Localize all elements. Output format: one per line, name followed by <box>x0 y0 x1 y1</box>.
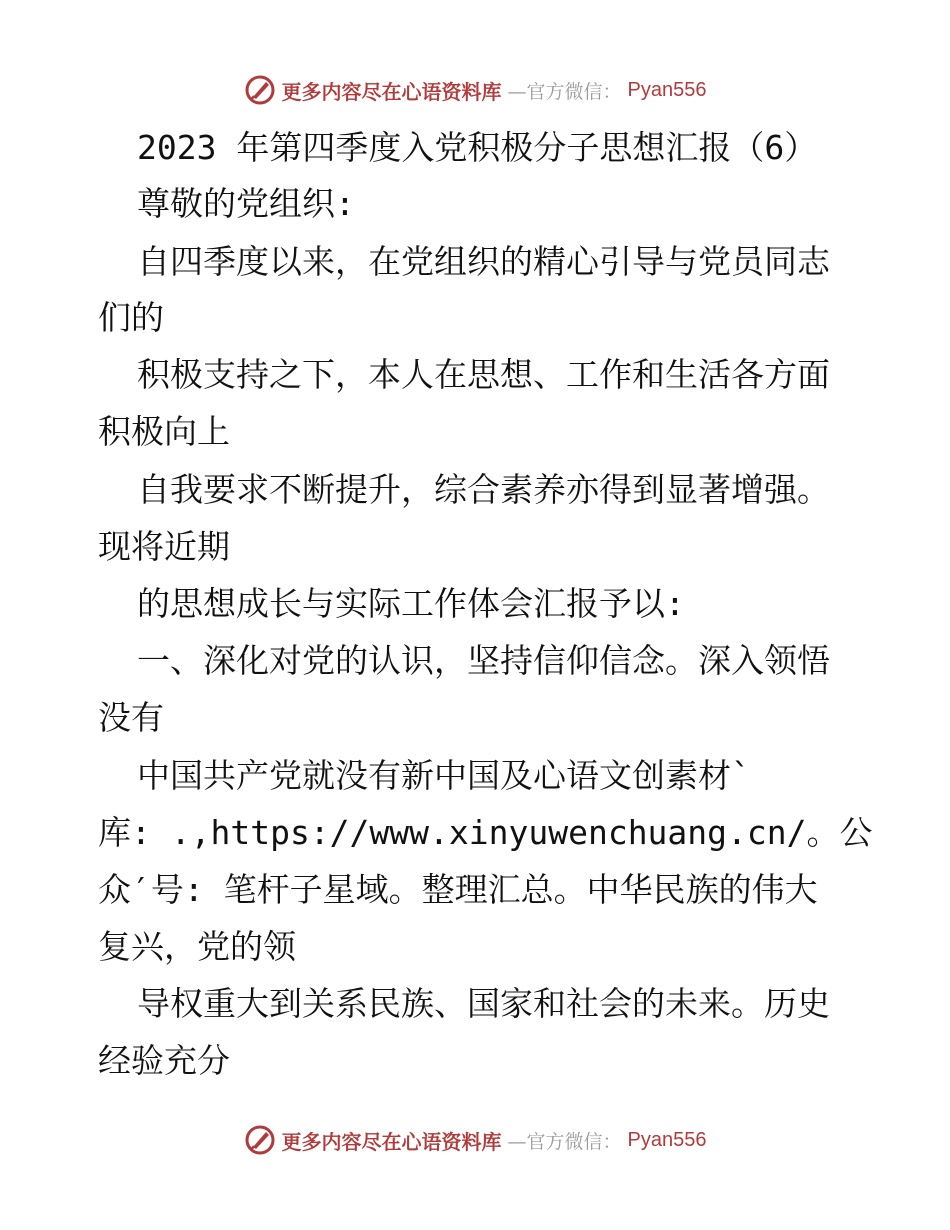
body-line: 库: .,https://www.xinyuwenchuang.cn/。公 <box>98 813 873 852</box>
footer-watermark <box>0 1120 950 1160</box>
body-line: 自四季度以来，在党组织的精心引导与党员同志 <box>137 242 830 281</box>
body-line: 中国共产党就没有新中国及心语文创素材` <box>137 756 751 795</box>
body-line: 积极向上 <box>98 412 230 451</box>
watermark-brand <box>244 74 707 106</box>
watermark-account: Pyan556 <box>627 78 707 101</box>
watermark-sub-text: —官方微信： <box>507 80 622 103</box>
watermark-brand <box>244 1124 707 1156</box>
watermark-sub-text: —官方微信： <box>507 1130 622 1153</box>
body-line: 们的 <box>98 298 164 337</box>
salutation: 尊敬的党组织: <box>137 184 355 223</box>
body-line: 积极支持之下，本人在思想、工作和生活各方面 <box>137 355 830 394</box>
body-line: 一、深化对党的认识，坚持信仰信念。深入领悟 <box>137 641 830 680</box>
body-line: 经验充分 <box>98 1041 230 1080</box>
quill-logo-icon <box>244 1124 276 1156</box>
body-line: 的思想成长与实际工作体会汇报予以: <box>137 584 685 623</box>
body-line: 现将近期 <box>98 527 230 566</box>
quill-logo-icon <box>244 74 276 106</box>
body-line: 导权重大到关系民族、国家和社会的未来。历史 <box>137 984 830 1023</box>
watermark-account: Pyan556 <box>627 1128 707 1151</box>
document-title: 2023 年第四季度入党积极分子思想汇报（6） <box>137 128 818 167</box>
watermark-brand-text: 更多内容尽在心语资料库 <box>281 1129 502 1154</box>
body-line: 没有 <box>98 698 164 737</box>
watermark-brand-text: 更多内容尽在心语资料库 <box>281 79 502 104</box>
body-line: 复兴，党的领 <box>98 927 296 966</box>
body-line: 自我要求不断提升，综合素养亦得到显著增强。 <box>137 470 830 509</box>
body-line: 众′号: 笔杆子星域。整理汇总。中华民族的伟大 <box>98 870 818 909</box>
header-watermark <box>0 70 950 110</box>
